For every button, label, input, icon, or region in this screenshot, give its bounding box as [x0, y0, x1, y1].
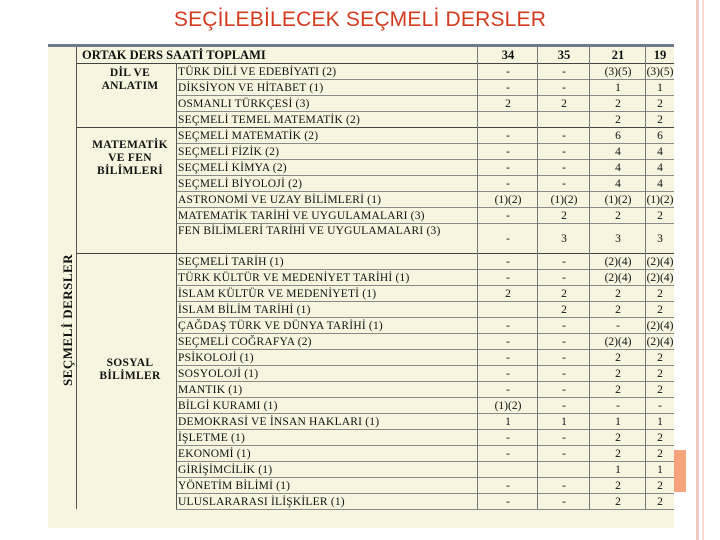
- course-name: ASTRONOMİ VE UZAY BİLİMLERİ (1): [178, 194, 382, 206]
- hours-value-col-34: -: [506, 352, 510, 364]
- section-label-line: DİL VE: [109, 67, 151, 79]
- hours-value-col-21: 1: [615, 464, 621, 476]
- hours-value-col-19: 2: [657, 114, 663, 126]
- slide-title: SEÇİLEBİLECEK SEÇMELİ DERSLER: [173, 8, 547, 31]
- course-name: SEÇMELİ MATEMATİK (2): [178, 130, 319, 142]
- hours-value-col-19: 2: [657, 432, 663, 444]
- hours-value-col-21: 3: [615, 233, 621, 245]
- hours-value-col-19: 2: [657, 368, 663, 380]
- hours-value-col-19: 1: [657, 82, 663, 94]
- header-label: ORTAK DERS SAATİ TOPLAMI: [82, 48, 266, 62]
- course-name: SEÇMELİ KİMYA (2): [178, 162, 287, 174]
- hours-value-col-35: 1: [561, 416, 567, 428]
- course-name: İSLAM KÜLTÜR VE MEDENİYETİ (1): [178, 288, 377, 300]
- hours-value-col-21: (2)(4): [604, 336, 632, 348]
- course-name: SEÇMELİ FİZİK (2): [178, 146, 280, 158]
- hours-value-col-21: 2: [615, 432, 621, 444]
- hours-value-col-21: (2)(4): [604, 256, 632, 268]
- hours-value-col-19: (2)(4): [646, 336, 674, 348]
- hours-value-col-21: 2: [615, 480, 621, 492]
- hours-value-col-19: 2: [657, 496, 663, 508]
- header-column-35: 35: [557, 48, 571, 62]
- header-column-19: 19: [653, 48, 667, 62]
- hours-value-col-34: -: [506, 66, 510, 78]
- hours-value-col-35: 2: [561, 98, 567, 110]
- course-name: MANTIK (1): [178, 384, 243, 396]
- hours-value-col-34: (1)(2): [494, 400, 522, 412]
- hours-value-col-21: 1: [615, 416, 621, 428]
- section-label-line: ANLATIM: [101, 80, 159, 92]
- hours-value-col-21: 4: [615, 178, 621, 190]
- course-name: SEÇMELİ TEMEL MATEMATİK (2): [178, 114, 361, 126]
- section-label-line: SOSYAL: [106, 357, 154, 369]
- course-name: ÇAĞDAŞ TÜRK VE DÜNYA TARİHİ (1): [178, 320, 383, 332]
- hours-value-col-35: -: [562, 162, 566, 174]
- hours-value-col-21: 2: [615, 448, 621, 460]
- course-name: SEÇMELİ BİYOLOJİ (2): [178, 178, 303, 190]
- course-name: YÖNETİM BİLİMİ (1): [178, 480, 291, 492]
- hours-value-col-19: (3)(5): [646, 66, 674, 78]
- hours-value-col-21: 4: [615, 162, 621, 174]
- hours-value-col-35: -: [562, 400, 566, 412]
- hours-value-col-34: -: [506, 320, 510, 332]
- hours-value-col-19: 2: [657, 448, 663, 460]
- hours-value-col-34: -: [506, 210, 510, 222]
- section-label-line: BİLİMLER: [99, 370, 161, 382]
- hours-value-col-19: 2: [657, 304, 663, 316]
- hours-value-col-21: 2: [615, 98, 621, 110]
- hours-value-col-35: -: [562, 384, 566, 396]
- side-label-elective-courses: SEÇMELİ DERSLER: [60, 253, 75, 386]
- row-divider: [176, 509, 674, 510]
- hours-value-col-35: -: [562, 336, 566, 348]
- header-column-21: 21: [611, 48, 625, 62]
- hours-value-col-35: 2: [561, 210, 567, 222]
- hours-value-col-19: 4: [657, 146, 663, 158]
- hours-value-col-34: -: [506, 384, 510, 396]
- hours-value-col-35: 2: [561, 304, 567, 316]
- hours-value-col-35: -: [562, 352, 566, 364]
- course-name: BİLGİ KURAMI (1): [178, 400, 278, 412]
- hours-value-col-34: -: [506, 82, 510, 94]
- hours-value-col-21: 2: [615, 368, 621, 380]
- hours-value-col-35: -: [562, 432, 566, 444]
- hours-value-col-34: -: [506, 130, 510, 142]
- hours-value-col-34: 2: [505, 98, 511, 110]
- hours-value-col-34: -: [506, 256, 510, 268]
- hours-value-col-21: 2: [615, 304, 621, 316]
- hours-value-col-21: 2: [615, 496, 621, 508]
- col-divider: [645, 47, 646, 509]
- section-label: [88, 357, 172, 383]
- course-name: OSMANLI TÜRKÇESİ (3): [178, 98, 310, 110]
- hours-value-col-35: -: [562, 320, 566, 332]
- hours-value-col-34: -: [506, 496, 510, 508]
- col-divider: [477, 47, 478, 509]
- section-label-line: MATEMATİK: [92, 139, 168, 151]
- course-name: SEÇMELİ TARİH (1): [178, 256, 284, 268]
- hours-value-col-19: 1: [657, 416, 663, 428]
- hours-value-col-34: -: [506, 233, 510, 245]
- hours-value-col-35: -: [562, 82, 566, 94]
- hours-value-col-35: -: [562, 130, 566, 142]
- hours-value-col-21: (1)(2): [604, 194, 632, 206]
- hours-value-col-19: 2: [657, 384, 663, 396]
- hours-value-col-19: 6: [657, 130, 663, 142]
- hours-value-col-35: -: [562, 448, 566, 460]
- hours-value-col-19: 1: [657, 464, 663, 476]
- course-name: ULUSLARARASI İLİŞKİLER (1): [178, 496, 345, 508]
- hours-value-col-21: (3)(5): [604, 66, 632, 78]
- hours-value-col-21: -: [616, 320, 620, 332]
- course-name: İSLAM BİLİM TARİHİ (1): [178, 304, 311, 316]
- hours-value-col-19: 3: [657, 233, 663, 245]
- course-name: DEMOKRASİ VE İNSAN HAKLARI (1): [178, 416, 380, 428]
- hours-value-col-19: -: [658, 400, 662, 412]
- hours-value-col-34: -: [506, 162, 510, 174]
- hours-value-col-21: 2: [615, 384, 621, 396]
- hours-value-col-19: (2)(4): [646, 320, 674, 332]
- hours-value-col-21: (2)(4): [604, 272, 632, 284]
- header-column-34: 34: [501, 48, 515, 62]
- hours-value-col-35: (1)(2): [550, 194, 578, 206]
- course-name: FEN BİLİMLERİ TARİHİ VE UYGULAMALARI (3): [178, 225, 441, 237]
- hours-value-col-34: -: [506, 368, 510, 380]
- hours-value-col-34: 2: [505, 288, 511, 300]
- hours-value-col-21: 6: [615, 130, 621, 142]
- hours-value-col-19: 2: [657, 210, 663, 222]
- hours-value-col-19: 2: [657, 288, 663, 300]
- hours-value-col-35: -: [562, 178, 566, 190]
- course-name: İŞLETME (1): [178, 432, 246, 444]
- hours-value-col-19: (2)(4): [646, 272, 674, 284]
- elective-courses-table: [48, 44, 674, 528]
- hours-value-col-34: (1)(2): [494, 194, 522, 206]
- hours-value-col-19: 4: [657, 178, 663, 190]
- hours-value-col-34: -: [506, 432, 510, 444]
- section-label-line: BİLİMLERİ: [97, 165, 163, 177]
- section-label: [88, 67, 172, 93]
- hours-value-col-21: 2: [615, 210, 621, 222]
- hours-value-col-35: -: [562, 66, 566, 78]
- hours-value-col-19: (2)(4): [646, 256, 674, 268]
- course-name: SOSYOLOJİ (1): [178, 368, 259, 380]
- hours-value-col-21: -: [616, 400, 620, 412]
- col-divider-section: [176, 63, 177, 509]
- course-name: TÜRK DİLİ VE EDEBİYATI (2): [178, 66, 337, 78]
- hours-value-col-21: 2: [615, 352, 621, 364]
- course-name: PSİKOLOJİ (1): [178, 352, 254, 364]
- col-divider: [589, 47, 590, 509]
- hours-value-col-35: -: [562, 272, 566, 284]
- hours-value-col-35: -: [562, 368, 566, 380]
- slide-border-right: [696, 0, 699, 540]
- hours-value-col-34: -: [506, 178, 510, 190]
- hours-value-col-34: -: [506, 146, 510, 158]
- hours-value-col-34: -: [506, 336, 510, 348]
- hours-value-col-34: -: [506, 272, 510, 284]
- hours-value-col-21: 4: [615, 146, 621, 158]
- hours-value-col-19: 4: [657, 162, 663, 174]
- hours-value-col-21: 2: [615, 288, 621, 300]
- course-name: GİRİŞİMCİLİK (1): [178, 464, 273, 476]
- course-name: SEÇMELİ COĞRAFYA (2): [178, 336, 312, 348]
- hours-value-col-35: -: [562, 256, 566, 268]
- hours-value-col-34: -: [506, 448, 510, 460]
- col-divider-side: [76, 47, 77, 509]
- hours-value-col-35: -: [562, 496, 566, 508]
- hours-value-col-35: -: [562, 146, 566, 158]
- hours-value-col-19: 2: [657, 480, 663, 492]
- section-label-line: VE FEN: [108, 152, 152, 164]
- hours-value-col-19: 2: [657, 98, 663, 110]
- section-label: [88, 139, 172, 178]
- hours-value-col-19: 2: [657, 352, 663, 364]
- hours-value-col-19: (1)(2): [646, 194, 674, 206]
- course-name: TÜRK KÜLTÜR VE MEDENİYET TARİHİ (1): [178, 272, 410, 284]
- col-divider: [537, 47, 538, 509]
- hours-value-col-21: 1: [615, 82, 621, 94]
- hours-value-col-34: -: [506, 480, 510, 492]
- hours-value-col-21: 2: [615, 114, 621, 126]
- course-name: MATEMATİK TARİHİ VE UYGULAMALARI (3): [178, 210, 425, 222]
- hours-value-col-34: 1: [505, 416, 511, 428]
- hours-value-col-35: -: [562, 480, 566, 492]
- hours-value-col-35: 3: [561, 233, 567, 245]
- hours-value-col-35: 2: [561, 288, 567, 300]
- course-name: DİKSİYON VE HİTABET (1): [178, 82, 324, 94]
- course-name: EKONOMİ (1): [178, 448, 251, 460]
- slide-border-right-inner: [702, 0, 704, 540]
